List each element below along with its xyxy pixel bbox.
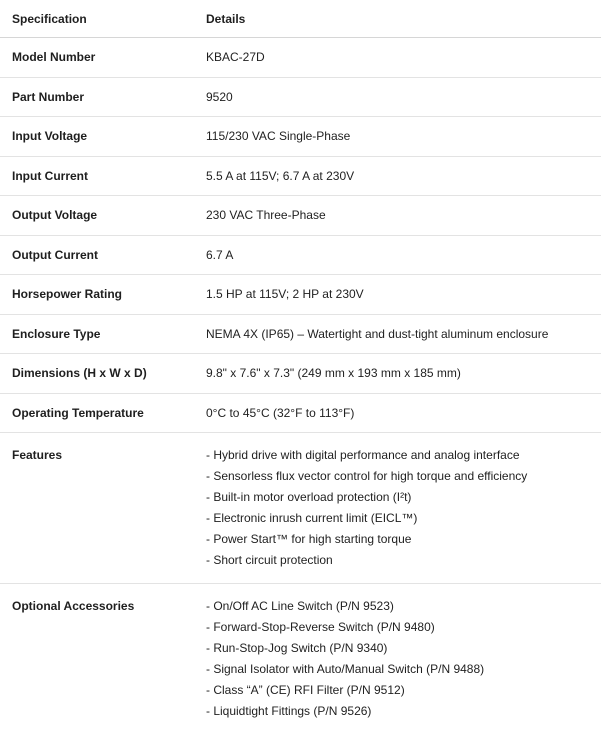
- row-value: 9520: [206, 89, 233, 104]
- list-item: - On/Off AC Line Switch (P/N 9523): [206, 599, 394, 613]
- features-row: [0, 433, 601, 584]
- row-label: Input Current: [12, 168, 88, 183]
- row-label: Operating Temperature: [12, 405, 144, 420]
- row-label: Horsepower Rating: [12, 287, 123, 302]
- list-item: - Signal Isolator with Auto/Manual Switch (P/N 9488): [206, 662, 485, 676]
- list-item: - Sensorless flux vector control for high torque and efficiency: [206, 469, 528, 483]
- list-item: - Class “A” (CE) RFI Filter (P/N 9512): [206, 683, 405, 697]
- table-header: [0, 0, 601, 38]
- row-label: Input Voltage: [12, 129, 88, 144]
- row-label: Part Number: [12, 89, 85, 104]
- row-value: KBAC-27D: [206, 50, 265, 65]
- row-value: 6.7 A: [206, 247, 234, 262]
- row-value: 9.8" x 7.6" x 7.3" (249 mm x 193 mm x 185 mm): [206, 366, 461, 381]
- table-row: [0, 354, 601, 394]
- table-row: [0, 78, 601, 118]
- features-list: [206, 445, 601, 571]
- accessories-label: Optional Accessories: [12, 599, 135, 613]
- header-details: Details: [206, 11, 246, 26]
- accessories-list: [206, 596, 601, 722]
- row-value: 1.5 HP at 115V; 2 HP at 230V: [206, 287, 364, 302]
- list-item: - Built-in motor overload protection (I²t): [206, 490, 412, 504]
- list-item: - Liquidtight Fittings (P/N 9526): [206, 704, 372, 718]
- row-label: Output Current: [12, 247, 98, 262]
- list-item: - Electronic inrush current limit (EICL™): [206, 511, 418, 525]
- row-value: NEMA 4X (IP65) – Watertight and dust-tight aluminum enclosure: [206, 326, 549, 341]
- accessories-row: [0, 584, 601, 734]
- row-value: 5.5 A at 115V; 6.7 A at 230V: [206, 168, 355, 183]
- features-label: Features: [12, 448, 63, 462]
- table-row: [0, 117, 601, 157]
- row-label: Output Voltage: [12, 208, 98, 223]
- row-label: Model Number: [12, 50, 96, 65]
- header-specification: Specification: [12, 11, 87, 26]
- list-item: - Run-Stop-Jog Switch (P/N 9340): [206, 641, 388, 655]
- list-item: - Power Start™ for high starting torque: [206, 532, 412, 546]
- table-row: [0, 315, 601, 355]
- table-row: [0, 157, 601, 197]
- row-value: 115/230 VAC Single-Phase: [206, 129, 351, 144]
- row-value: 230 VAC Three-Phase: [206, 208, 326, 223]
- list-item: - Short circuit protection: [206, 553, 333, 567]
- accessories-list-cell: [206, 596, 601, 722]
- table-row: [0, 196, 601, 236]
- table-row: [0, 236, 601, 276]
- features-list-cell: [206, 445, 601, 571]
- table-row: [0, 394, 601, 434]
- row-label: Enclosure Type: [12, 326, 101, 341]
- table-row: [0, 275, 601, 315]
- list-item: - Forward-Stop-Reverse Switch (P/N 9480): [206, 620, 435, 634]
- list-item: - Hybrid drive with digital performance and analog interface: [206, 448, 520, 462]
- row-label: Dimensions (H x W x D): [12, 366, 147, 381]
- table-row: [0, 38, 601, 78]
- row-value: 0°C to 45°C (32°F to 113°F): [206, 405, 355, 420]
